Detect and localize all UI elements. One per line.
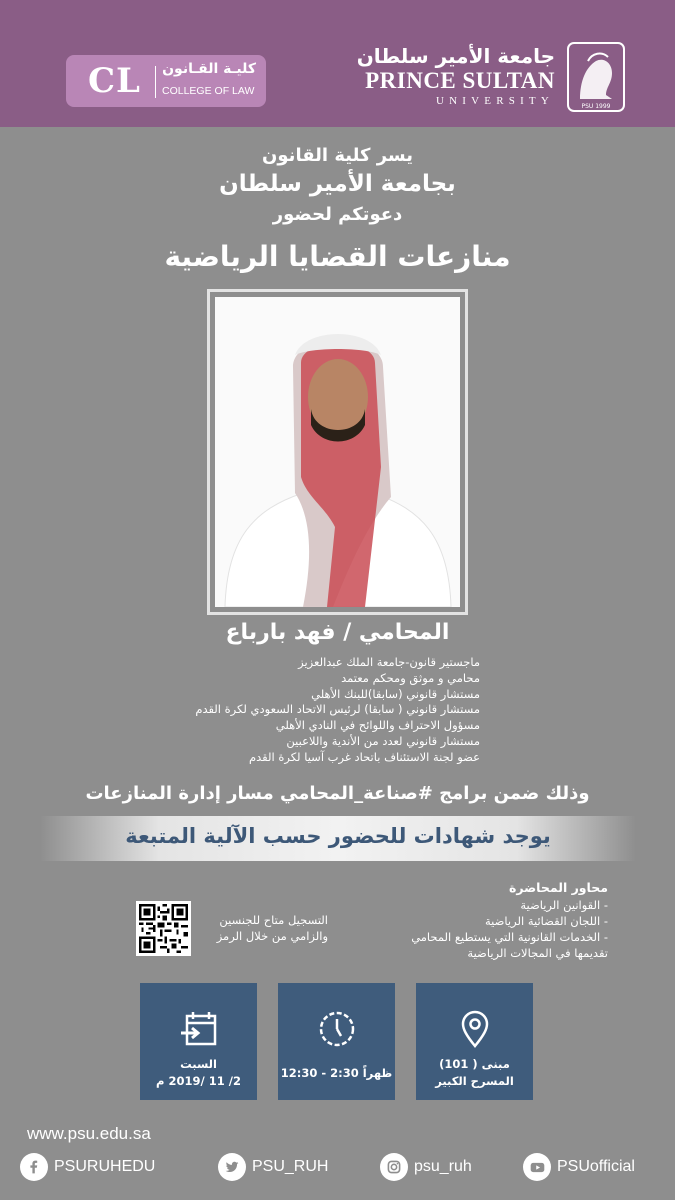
speaker-bio — [170, 655, 480, 766]
social-instagram[interactable] — [380, 1152, 472, 1182]
instagram-icon — [380, 1153, 408, 1181]
bio-line: مستشار قانوني (سابقا)للبنك الأهلي — [311, 686, 480, 701]
qr-code-icon — [139, 904, 188, 953]
college-badge-divider — [155, 66, 156, 98]
time-value: 12:30 - 2:30 ظهراً — [280, 1066, 393, 1080]
university-name-english-sub: UNIVERSITY — [436, 95, 554, 107]
facebook-icon — [20, 1153, 48, 1181]
calendar-icon — [179, 1009, 219, 1049]
college-of-law-badge — [66, 55, 266, 107]
location-box — [416, 983, 533, 1100]
youtube-icon — [523, 1153, 551, 1181]
lecture-topics — [360, 880, 608, 961]
youtube-handle: PSUofficial — [557, 1158, 635, 1175]
certificate-banner — [40, 816, 636, 861]
intro-line-2: بجامعة الأمير سلطان — [219, 171, 456, 197]
topics-title: محاور المحاضرة — [508, 880, 608, 895]
bio-line: مستشار قانوني لعدد من الأندية واللاعبين — [286, 733, 480, 748]
twitter-handle: PSU_RUH — [252, 1158, 329, 1175]
topic-item: - القوانين الرياضية — [520, 898, 608, 912]
speaker-photo — [215, 297, 460, 607]
twitter-icon — [218, 1153, 246, 1181]
clock-icon — [317, 1009, 357, 1049]
registration-qr-code[interactable] — [136, 901, 191, 956]
registration-note — [198, 912, 328, 944]
bio-line: عضو لجنة الاستئناف باتحاد غرب آسيا لكرة القدم — [249, 749, 480, 764]
website-link[interactable]: www.psu.edu.sa — [27, 1124, 151, 1143]
social-youtube[interactable] — [523, 1152, 635, 1182]
bio-line: ماجستير قانون-جامعة الملك عبدالعزيز — [298, 655, 480, 669]
social-twitter[interactable] — [218, 1152, 328, 1182]
university-name-arabic: جامعة الأمير سلطان — [356, 44, 555, 68]
speaker-name: المحامي / فهد بارباع — [225, 620, 450, 645]
time-box — [278, 983, 395, 1100]
location-venue: المسرح الكبير — [435, 1074, 514, 1088]
instagram-handle: psu_ruh — [414, 1158, 472, 1175]
program-note: وذلك ضمن برامج #صناعة_المحامي مسار إدارة المنازعات — [85, 783, 590, 804]
intro-line-1: يسر كلية القانون — [262, 145, 413, 166]
date-box — [140, 983, 257, 1100]
topic-item: تقديمها في المجالات الرياضية — [467, 946, 608, 960]
registration-line-2: والزامي من خلال الرمز — [216, 929, 328, 943]
header-bar — [0, 0, 675, 127]
facebook-handle: PSURUHEDU — [54, 1158, 156, 1175]
bio-line: مستشار قانوني ( سابقا) لرئيس الاتحاد السعودي لكرة القدم — [195, 702, 480, 717]
topic-item: - اللجان القضائية الرياضية — [485, 914, 608, 928]
college-badge-english: COLLEGE OF LAW — [162, 85, 255, 97]
bio-line: محامي و موثق ومحكم معتمد — [341, 670, 480, 685]
university-name-english: PRINCE SULTAN — [365, 68, 555, 93]
bio-line: مسؤول الاحتراف واللوائح في النادي الأهلي — [275, 718, 480, 733]
psu-logo-icon — [566, 41, 626, 113]
speaker-photo-frame — [207, 289, 468, 615]
location-pin-icon — [455, 1009, 495, 1049]
speaker-portrait-icon — [215, 297, 460, 607]
college-badge-arabic: كليـة القـانون — [162, 61, 256, 77]
date-day: السبت — [180, 1057, 217, 1071]
registration-line-1: التسجيل متاح للجنسين — [219, 913, 328, 927]
certificate-text: يوجد شهادات للحضور حسب الآلية المتبعة — [125, 824, 551, 848]
date-value: 2/ 11 /2019 م — [156, 1074, 241, 1088]
topic-item: - الخدمات القانونية التي يستطيع المحامي — [411, 930, 608, 944]
logo-caption: PSU 1999 — [581, 103, 611, 110]
college-badge-letters: CL — [88, 61, 141, 101]
social-facebook[interactable] — [20, 1152, 155, 1182]
event-title: منازعات القضايا الرياضية — [164, 240, 511, 273]
intro-line-3: دعوتكم لحضور — [272, 204, 403, 225]
location-building: مبنى ( 101) — [439, 1057, 510, 1071]
